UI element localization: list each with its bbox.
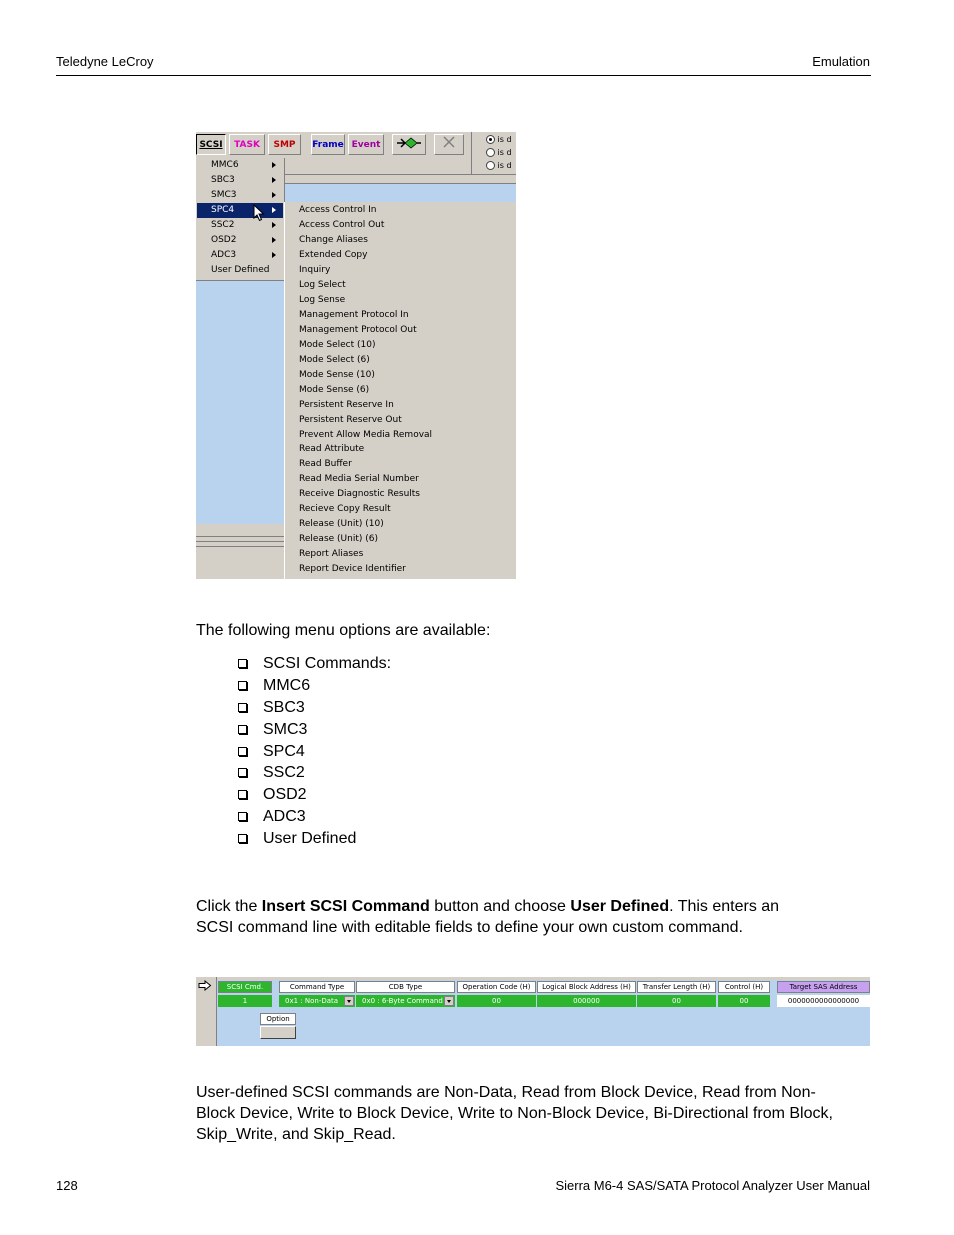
frame-button[interactable]: Frame [311,134,345,155]
arrow-right-icon [198,980,212,991]
menu-item-command[interactable]: Inquiry [299,265,331,275]
menu-item-command[interactable]: Release (Unit) (6) [299,534,378,544]
checkbox-bullet-icon [238,725,247,734]
menu-item-command[interactable]: Recieve Copy Result [299,504,391,514]
option-button[interactable] [260,1026,296,1039]
control-field[interactable]: 00 [718,995,770,1007]
insert-arrows-icon [395,135,423,151]
menu-item-command[interactable]: Report Device Identifier [299,564,406,574]
menu-item-command[interactable]: Change Aliases [299,235,368,245]
cdb-type-select[interactable]: 0x0 : 6-Byte Command [356,995,455,1007]
menu-item-command[interactable]: Management Protocol In [299,310,409,320]
header-company: Teledyne LeCroy [56,54,154,69]
chevron-right-icon [272,162,276,168]
checkbox-bullet-icon [238,703,247,712]
menu-item-command[interactable]: Read Media Serial Number [299,474,419,484]
checkbox-bullet-icon [238,659,247,668]
chevron-right-icon [272,222,276,228]
header-scsi-cmd: SCSI Cmd. [218,981,272,993]
scsi-cmd-cell[interactable]: 1 [218,995,272,1007]
header-transfer-length: Transfer Length (H) [637,981,716,993]
header-control: Control (H) [718,981,770,993]
panel-separator [285,174,516,183]
menu-item-command[interactable]: Access Control Out [299,220,385,230]
chevron-right-icon [272,177,276,183]
chevron-right-icon [272,237,276,243]
menu-item-command[interactable]: Report Aliases [299,549,364,559]
menu-item-command[interactable]: Read Attribute [299,444,365,454]
smp-button[interactable]: SMP [268,134,301,155]
header-target-sas-address: Target SAS Address [777,981,870,993]
header-operation-code: Operation Code (H) [457,981,536,993]
radio-option[interactable]: is d [486,159,512,172]
menu-item-osd2[interactable]: OSD2 [197,233,283,248]
transfer-length-field[interactable]: 00 [637,995,716,1007]
insert-field-button[interactable] [392,134,426,155]
row-gutter [196,977,217,1046]
menu-item-command[interactable]: Release (Unit) (10) [299,519,384,529]
list-item: SSC2 [237,762,391,784]
menu-item-adc3[interactable]: ADC3 [197,248,283,263]
checkbox-bullet-icon [238,747,247,756]
menu-options-list [237,653,391,850]
chevron-right-icon [272,207,276,213]
command-types-paragraph: User-defined SCSI commands are Non-Data, Read from Block Device, Read from Non- Block Device, Write to Block Device, Write to Non-Block Device, Bi-Directional from Block, Skip_Write, and Skip_Read. [196,1084,833,1143]
header-command-type: Command Type [279,981,355,993]
header-cdb-type: CDB Type [356,981,455,993]
list-item: MMC6 [237,675,391,697]
radio-option[interactable]: is d [486,133,512,146]
user-defined-command-screenshot [196,977,870,1046]
checkbox-bullet-icon [238,768,247,777]
header-rule [56,75,871,76]
list-item: SPC4 [237,741,391,763]
chevron-right-icon [272,192,276,198]
option-label: Option [260,1013,296,1025]
chevron-down-icon [444,996,454,1006]
scsi-button[interactable]: SCSI [196,134,226,155]
menu-item-command[interactable]: Read Buffer [299,459,352,469]
logical-block-address-field[interactable]: 000000 [537,995,636,1007]
checkbox-bullet-icon [238,681,247,690]
menu-item-command[interactable]: Mode Select (6) [299,355,370,365]
menu-item-command[interactable]: Persistent Reserve Out [299,415,402,425]
checkbox-bullet-icon [238,834,247,843]
list-item: SBC3 [237,697,391,719]
menu-item-mmc6[interactable]: MMC6 [197,158,283,173]
event-button[interactable]: Event [348,134,384,155]
menu-item-command[interactable]: Log Select [299,280,346,290]
list-item: OSD2 [237,784,391,806]
menu-item-ssc2[interactable]: SSC2 [197,218,283,233]
target-sas-address-field[interactable]: 0000000000000000 [777,995,870,1007]
scsi-submenu [196,158,285,280]
chevron-down-icon [344,996,354,1006]
menu-item-command[interactable]: Prevent Allow Media Removal [299,430,433,440]
menu-item-command[interactable]: Access Control In [299,205,377,215]
command-type-select[interactable]: 0x1 : Non-Data [279,995,355,1007]
menu-item-command[interactable]: Mode Select (10) [299,340,376,350]
menu-item-sbc3[interactable]: SBC3 [197,173,283,188]
list-item: ADC3 [237,806,391,828]
spc4-command-submenu [284,202,516,579]
user-defined-paragraph: Click the Insert SCSI Command button and choose User Defined. This enters an SCSI command line with editable fields to define your own custom command. [196,898,780,936]
grid-area [285,183,516,203]
list-item: User Defined [237,828,391,850]
menu-item-command[interactable]: Management Protocol Out [299,325,417,335]
menu-item-command[interactable]: Mode Sense (10) [299,370,375,380]
radio-option[interactable]: is d [486,146,512,159]
lower-panel [196,524,284,579]
grid-area-left [196,280,284,525]
header-section: Emulation [812,54,870,69]
checkbox-bullet-icon [238,790,247,799]
menu-item-smc3[interactable]: SMC3 [197,188,283,203]
page-number: 128 [56,1178,78,1193]
checkbox-bullet-icon [238,812,247,821]
operation-code-field[interactable]: 00 [457,995,536,1007]
mouse-cursor-icon [253,204,265,222]
close-icon [442,135,456,149]
menu-item-command[interactable]: Persistent Reserve In [299,400,394,410]
menu-item-command[interactable]: Log Sense [299,295,346,305]
list-item: SMC3 [237,719,391,741]
task-button[interactable]: TASK [229,134,265,155]
scsi-menu-screenshot [196,132,516,579]
chevron-right-icon [272,252,276,258]
delete-button[interactable] [434,134,464,155]
footer-title: Sierra M6-4 SAS/SATA Protocol Analyzer User Manual [555,1178,870,1193]
menu-item-command[interactable]: Extended Copy [299,250,368,260]
radio-group [471,132,516,174]
intro-text: The following menu options are available: [196,622,491,639]
menu-item-spc4[interactable]: SPC4 [197,203,283,218]
header-logical-block-address: Logical Block Address (H) [537,981,636,993]
menu-item-user-defined[interactable]: User Defined [211,265,270,275]
list-item: SCSI Commands: [237,653,391,675]
menu-item-command[interactable]: Receive Diagnostic Results [299,489,420,499]
menu-item-command[interactable]: Mode Sense (6) [299,385,370,395]
